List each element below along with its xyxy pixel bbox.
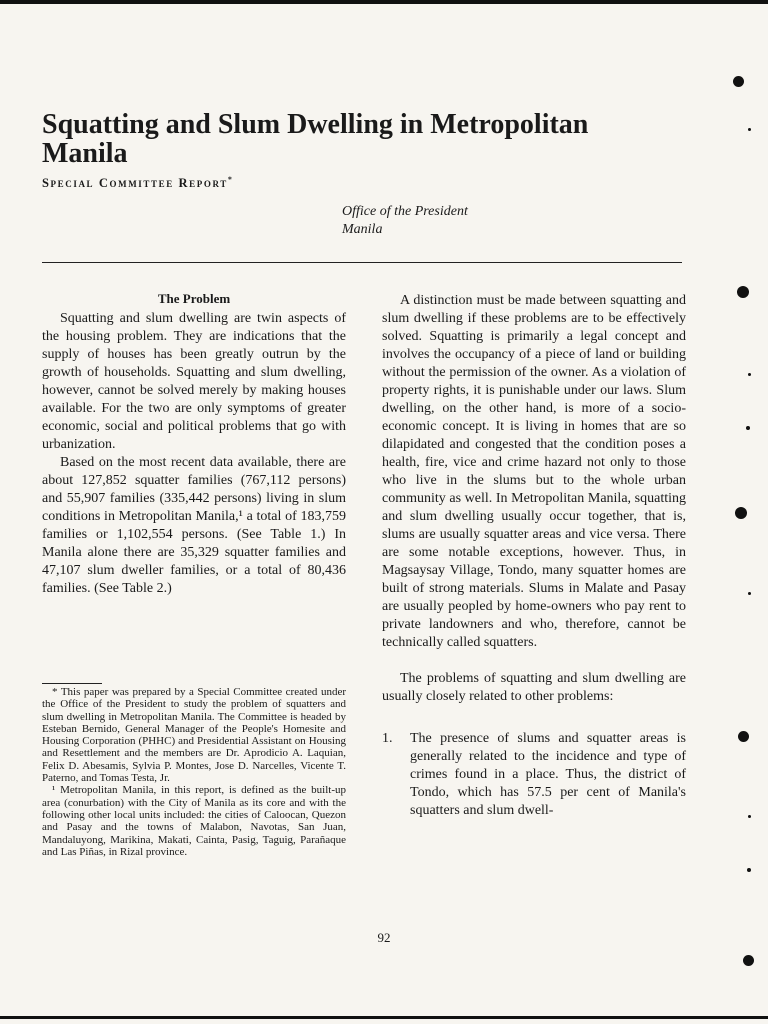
article-subtitle bbox=[42, 175, 233, 191]
margin-dot bbox=[733, 76, 744, 87]
margin-dot bbox=[748, 815, 751, 818]
margin-dot bbox=[748, 128, 751, 131]
left-column bbox=[42, 290, 346, 598]
footnote-rule bbox=[42, 683, 102, 684]
margin-dot bbox=[746, 426, 750, 430]
section-heading: The Problem bbox=[157, 291, 231, 306]
margin-dot bbox=[747, 868, 751, 872]
list-item-text: The presence of slums and squatter areas is generally related to the incidence and type of crimes found in a place. Thus, the district of Tondo, which has 57.5 per cent of Manila's squatters and slum dwell- bbox=[410, 731, 686, 818]
right-paragraph-2: The problems of squatting and slum dwelling are usually closely related to other problems: bbox=[382, 671, 686, 704]
margin-dot bbox=[737, 286, 749, 298]
footnote-star: * This paper was prepared by a Special Committee created under the Office of the President to study the problem of squatters and slum dwelling in Metropolitan Manila. The Committee is headed by Esteban Bernido, General Manager of the People's Homesite and Housing Corporation (PHHC) and Presidential Assistant on Housing and Resettlement and the members are Dr. Aprodicio A. Laquian, Felix D. Abesamis, Sylvia P. Montes, Jose D. Narcelles, Vicente T. Paterno, and Tomas Testa, Jr. bbox=[42, 686, 346, 785]
list-item-number: 1. bbox=[382, 731, 393, 746]
right-column bbox=[382, 292, 686, 820]
left-paragraph-1: Squatting and slum dwelling are twin aspects of the housing problem. They are indications that the supply of houses has been greatly outrun by the growth of households. Squatting and slum dwelling, however, cannot be solved merely by making houses available. For the two are only symptoms of greater economic, social and political problems that go with urbanization. bbox=[42, 311, 346, 452]
subtitle-text: Special Committee Report bbox=[42, 176, 228, 191]
article-title: Squatting and Slum Dwelling in Metropolitan Manila bbox=[42, 109, 589, 169]
margin-dot bbox=[748, 373, 751, 376]
left-paragraph-2: Based on the most recent data available, there are about 127,852 squatter families (767,112 persons) and 55,907 families (335,442 persons) living in slum conditions in Metropolitan Manila,¹ a total of 183,759 families or 1,102,554 persons. (See Table 1.) In Manila alone there are 35,329 squatter families and 47,107 slum dweller families, or a total of 80,436 families. (See Table 2.) bbox=[42, 455, 346, 596]
office-line-2: Manila bbox=[342, 222, 383, 237]
footnote-1: ¹ Metropolitan Manila, in this report, is defined as the built-up area (conurbation) with the City of Manila as its core and with the following other local units included: the cities of Caloocan, Quezon and Pasay and the towns of Malabon, Navotas, San Juan, Mandaluyong, Marikina, Makati, Cainta, Pasig, Taguig, Parañaque and Las Piñas, in Rizal province. bbox=[42, 784, 346, 858]
office-line-1: Office of the President bbox=[342, 204, 468, 219]
right-paragraph-1: A distinction must be made between squatting and slum dwelling if these problems are to be effectively solved. Squatting is primarily a legal concept and involves the occupancy of a piece of land or building without the permission of the owner. As a violation of property rights, it is punishable under our laws. Slum dwelling, on the other hand, is more of a socio-economic concept. It is living in homes that are so dilapidated and congested that the condition poses a health, fire, vice and crime hazard not only to those who live in the slums but to the whole urban community as well. In Metropolitan Manila, squatting and slum dwelling usually occur together, that is, slums are usually squatter areas and vice versa. There are some notable exceptions, however. Thus, in Magsaysay Village, Tondo, many squatter homes are built of strong materials. Slums in Malate and Pasay are usually peopled by home-owners who pay rent to private landowners and who, therefore, cannot be technically called squatters. bbox=[382, 293, 686, 650]
office-block bbox=[342, 203, 468, 239]
header-rule bbox=[42, 262, 682, 263]
margin-dot bbox=[748, 592, 751, 595]
margin-dot bbox=[738, 731, 749, 742]
margin-dot bbox=[735, 507, 747, 519]
margin-dot bbox=[743, 955, 754, 966]
top-border-rule bbox=[0, 0, 768, 4]
bottom-border-rule bbox=[0, 1016, 768, 1019]
footnotes bbox=[42, 686, 346, 858]
page-number: 92 bbox=[377, 930, 391, 945]
list-item bbox=[382, 730, 686, 820]
subtitle-footnote-mark: * bbox=[227, 175, 234, 184]
